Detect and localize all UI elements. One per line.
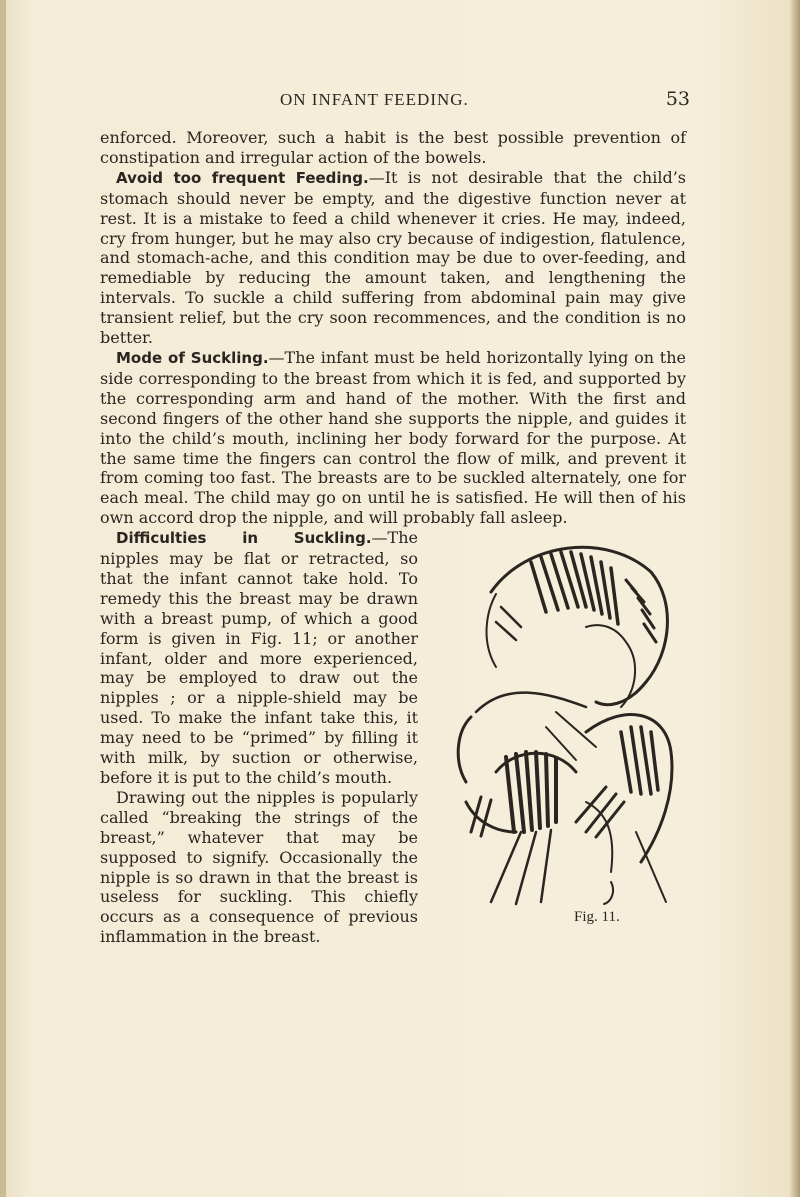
body-text [100,128,686,947]
page-edge [790,0,800,1197]
section-heading: Avoid too frequent Feeding. [116,168,369,187]
paragraph-body: —It is not desirable that the child’s stomach should never be empty, and the digestive function never at rest. It is a mistake to feed a child whenever it cries. He may, indeed, cry from hunger, but he may also cry because of indigestion, flatulence, and stomach-ache, and this condition may be due to over-feeding, and remediable by reducing the amount taken, and lengthening the intervals. To suckle a child suffering from abdominal pain may give transient relief, but the cry soon recommences, and the condition is no better. [100,167,687,348]
page-gutter [0,0,6,1197]
paragraph: Drawing out the nipples is popularly called “breaking the strings of the breast,” whatever that may be supposed to signify. Occasionally the nipple is so drawn in that the breast is useless for suckling. This chiefly occurs as a consequence of previous inflammation in the breast. [100,787,418,947]
figure-caption: Fig. 11. [574,909,620,926]
running-head: ON INFANT FEEDING. [280,90,469,109]
paragraph: enforced. Moreover, such a habit is the best possible prevention of constipation and irregular action of the bowels. [100,128,686,167]
section-heading: Mode of Suckling. [116,348,269,367]
paragraph [100,348,686,528]
page-header [100,90,690,114]
section-heading: Difficulties in Suckling. [116,529,372,548]
paragraph [100,168,686,348]
paragraph-body: —The infant must be held horizontally lying on the side corresponding to the breast from which it is fed, and supported by the corresponding arm and hand of the mother. With the first and second fingers of the other hand she supports the nipple, and guides it into the child’s mouth, inclining her body forward for the purpose. At the same time the fingers can control the flow of milk, and prevent it from coming too fast. The breasts are to be suckled alternately, one for each meal. The child may go on until he is satisfied. He will then of his own accord drop the nipple, and will probably fall asleep. [100,347,687,528]
breast-pump-illustration-icon [436,532,686,932]
figure-11 [436,532,686,932]
page-number: 53 [665,88,690,110]
paragraph-body: —The nipples may be flat or retracted, so that the infant cannot take hold. To remedy this the breast may be drawn with a breast pump, of which a good form is given in Fig. 11; or another infant, older and more experienced, may be employed to draw out the nipples ; or a nipple-shield may be used. To make the infant take this, it may need to be “primed” by filling it with milk, by suction or otherwise, before it is put to the child’s mouth. [100,528,418,787]
